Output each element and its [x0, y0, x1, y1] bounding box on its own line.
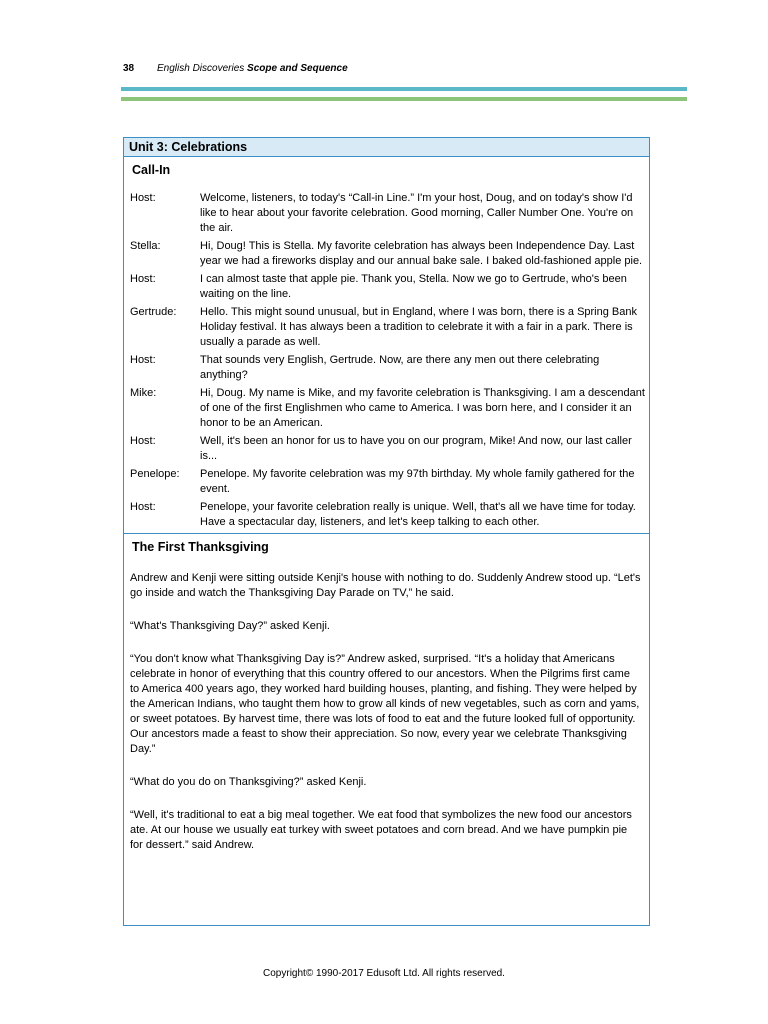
dialog-line: That sounds very English, Gertrude. Now, are there any men out there celebrating anything? — [200, 354, 600, 381]
speaker-name: Penelope: — [130, 468, 180, 480]
document-title-bold: Scope and Sequence — [247, 63, 348, 74]
section-divider — [124, 533, 649, 534]
dialog-row — [130, 434, 649, 464]
story-body — [124, 571, 649, 853]
story-paragraph: “What do you do on Thanksgiving?” asked Kenji. — [130, 776, 367, 788]
dialog-row — [130, 305, 649, 350]
speaker-name: Host: — [130, 435, 156, 447]
story-paragraph: “You don't know what Thanksgiving Day is?” Andrew asked, surprised. “It's a holiday that Americans celebrate in honor of everything that this country offered to our ancestors. When the Pilgrims first came to America 400 years ago, they worked hard building houses, planting, and fishing. They were helped by the American Indians, who taught them how to grow all kinds of new vegetables, such as corn and yams, or sweet potatoes. By harvest time, there was lots of food to eat and the future looked full of opportunity. Our ancestors made a feast to show their appreciation. So now, every year we celebrate Thanksgiving Day.” — [130, 653, 640, 755]
dialog-row — [130, 500, 649, 530]
speaker-name: Mike: — [130, 387, 157, 399]
story-title: The First Thanksgiving — [132, 540, 269, 554]
speaker-name: Gertrude: — [130, 306, 177, 318]
page-header — [123, 63, 348, 74]
dialog-line: I can almost taste that apple pie. Thank you, Stella. Now we go to Gertrude, who's been waiting on the line. — [200, 273, 627, 300]
dialog-line: Well, it's been an honor for us to have you on our program, Mike! And now, our last caller is... — [200, 435, 632, 462]
header-rule-green — [121, 97, 687, 101]
callin-dialog — [124, 191, 649, 530]
speaker-name: Stella: — [130, 240, 161, 252]
document-title-italic: English Discoveries — [157, 63, 245, 74]
dialog-line: Hello. This might sound unusual, but in England, where I was born, there is a Spring Bank Holiday festival. It has always been a tradition to celebrate it with a fair in a park. There is usually a parade as well. — [200, 306, 637, 348]
callin-title: Call-In — [132, 163, 171, 177]
page-number: 38 — [123, 63, 135, 74]
dialog-row — [130, 239, 649, 269]
dialog-row — [130, 353, 649, 383]
story-paragraph: Andrew and Kenji were sitting outside Kenji's house with nothing to do. Suddenly Andrew stood up. “Let's go inside and watch the Thanksgiving Day Parade on TV,” he said. — [130, 572, 641, 599]
story-paragraph: “What's Thanksgiving Day?” asked Kenji. — [130, 620, 330, 632]
header-rule-teal — [121, 87, 687, 91]
copyright-footer: Copyright© 1990-2017 Edusoft Ltd. All rights reserved. — [263, 968, 505, 979]
content-box — [123, 137, 650, 926]
dialog-row — [130, 386, 649, 431]
dialog-row — [130, 191, 649, 236]
dialog-row — [130, 272, 649, 302]
speaker-name: Host: — [130, 192, 156, 204]
unit-title: Unit 3: Celebrations — [124, 138, 649, 157]
dialog-line: Hi, Doug. My name is Mike, and my favorite celebration is Thanksgiving. I am a descendant of one of the first Englishmen who came to America. I was born here, and I consider it an honor to be an American. — [200, 387, 645, 429]
document-title — [157, 63, 348, 74]
dialog-row — [130, 467, 649, 497]
speaker-name: Host: — [130, 354, 156, 366]
dialog-line: Penelope. My favorite celebration was my 97th birthday. My whole family gathered for the event. — [200, 468, 635, 495]
speaker-name: Host: — [130, 273, 156, 285]
speaker-name: Host: — [130, 501, 156, 513]
dialog-line: Welcome, listeners, to today's “Call-in Line.” I'm your host, Doug, and on today's show I'd like to hear about your favorite celebration. Good morning, Caller Number One. You're on the air. — [200, 192, 634, 234]
dialog-line: Penelope, your favorite celebration really is unique. Well, that's all we have time for today. Have a spectacular day, listeners, and let's keep talking to each other. — [200, 501, 636, 528]
story-paragraph: “Well, it's traditional to eat a big meal together. We eat food that symbolizes the new food our ancestors ate. At our house we usually eat turkey with sweet potatoes and corn bread. And we have pumpkin pie for dessert.” said Andrew. — [130, 809, 632, 851]
dialog-line: Hi, Doug! This is Stella. My favorite celebration has always been Independence Day. Last year we had a fireworks display and our annual bake sale. I baked old-fashioned apple pie. — [200, 240, 643, 267]
